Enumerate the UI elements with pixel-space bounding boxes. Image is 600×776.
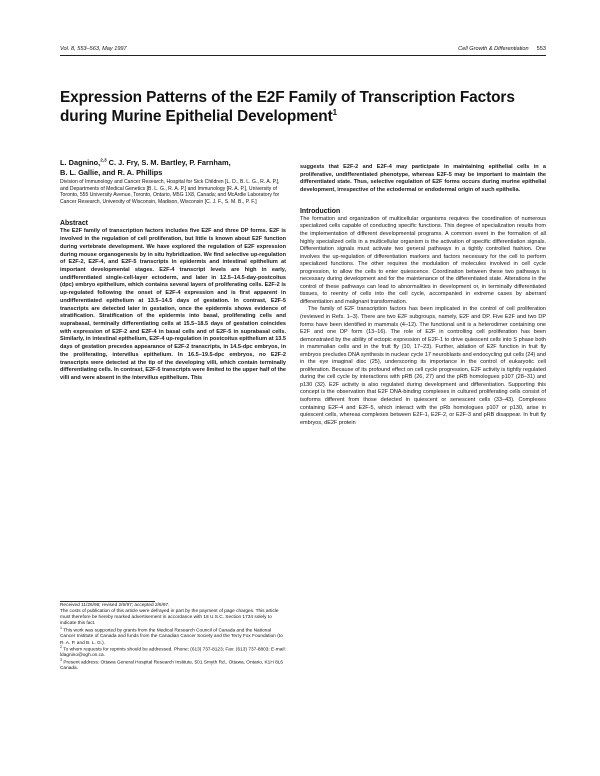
footnote-1: $^1$ This work was supported by grants from the Medical Research Council of Canada and the National Cancer Institute of Canada and funds from the Canadian Cancer Society and the Terry Fox Foundation (to R. A. P. and B. L. G.). — [60, 625, 283, 646]
introduction-heading: Introduction — [300, 207, 341, 215]
footnote-2: $^2$ To whom requests for reprints should be addressed. Phone: (613) 737-8123; Fax: (613) 737-8803; E-mail: ldagnino@ogh.on.ca. — [60, 644, 286, 659]
right-column — [300, 164, 546, 427]
authors-line1: C. J. Fry, S. M. Bartley, P. Farnham, — [106, 158, 231, 167]
running-head — [60, 46, 546, 56]
left-column — [60, 158, 286, 383]
footnote-3: $^3$ Present address: Ottawa General Hospital Research Institute, 501 Smyth Rd., Ottawa, Ontario, K1H 8L6 Canada. — [60, 657, 283, 672]
journal-title: Cell Growth & Differentiation — [458, 46, 529, 52]
journal-volume-info: Vol. 8, 553–563, May 1997 — [60, 46, 127, 52]
footnotes — [60, 603, 286, 672]
footnote-2-text: To whom requests for reprints should be addressed. Phone: (613) 737-8123; Fax: (613) 737-8803; E-mail: ldagnino@ogh.on.ca. — [60, 647, 286, 659]
intro-paragraph-2: The family of E2F transcription factors has been implicated in the control of cell proliferation (reviewed in Refs. 1–3). There are two E2F subgroups, namely, E2F and DP. Five E2F and two DP forms have been identified in mammals (4–12). The functional unit is a heterodimer containing one E2F and one DP form (13–16). The role of E2F in controlling cell proliferation has been demonstrated by the ability of ectopic expression of E2F-1 to drive quiescent cells into S phase both in mammalian cells and in the fruit fly (10, 17–23). Further, ablation of E2F function in fruit fly embryos precludes DNA synthesis in nuclear cycle 17 neuroblasts and endocycling gut cells (24) and in the eye imaginal disc (25), underscoring its importance in the control of eukaryotic cell proliferation. Because of its profound effect on cell cycle progression, E2F activity is tightly regulated during the cell cycle by interactions with pRB (26, 27) and the pRB homologues p107 (28–31) and p130 (32). E2F activity is also regulated during development and differentiation. Supporting this concept is the observation that E2F DNA-binding complexes in cultured proliferating cells consist of isoforms different from those detected in quiescent or senescent cells (33–43). Complexes containing E2F-4 and E2F-5, which interact with the pRb homologues p107 or p130, arise in quiescent cells, whereas complexes between E2F-1, E2F-2, or E2F-3 and pRB disappear. In fruit fly embryos, dE2F protein — [300, 306, 546, 426]
journal-name — [458, 46, 546, 52]
article-title — [60, 88, 530, 126]
article-title-text: Expression Patterns of the E2F Family of Transcription Factors during Murine Epithelial Development — [60, 89, 515, 125]
footnote-1-text: This work was supported by grants from the Medical Research Council of Canada and the National Cancer Institute of Canada and funds from the Canadian Cancer Society and the Terry Fox Foundation (to R. A. P. and B. L. G.). — [60, 628, 283, 646]
abstract-heading: Abstract — [60, 220, 88, 228]
header-rule — [60, 55, 546, 56]
title-footnote-mark: 1 — [332, 107, 337, 117]
abstract-text: The E2F family of transcription factors includes five E2F and three DP forms. E2F is involved in the regulation of cell proliferation, but little is known about E2F function during vertebrate development. We have explored the regulation of E2F expression during mouse organogenesis by in situ hybridization. We find selective up-regulation of E2F-2, E2F-4, and E2F-5 transcripts in epidermis and intestinal epithelium at important developmental stages. E2F-4 transcript levels are high in early, undifferentiated single-cell-layer ectoderm, and later in 12.5–14.5-day-postcoitus (dpc) embryo epithelium, which contains several layers of proliferating cells. E2F-2 is up-regulated following the onset of E2F-4 expression and is first apparent in undifferentiated epithelium at 13.5–14.5 days of gestation. In contrast, E2F-5 transcripts are detected later in gestation, once the epidermis shows evidence of stratification. Stratification of the epidermis into basal, proliferating cells and suprabasal, terminally differentiating cells at 15.5–18.5 days of gestation coincides with expression of E2F-2 and E2F-4 in basal cells and of E2F-5 in suprabasal cells. Similarly, in intestinal epithelium, E2F-4 up-regulation in postcoitus epithelium at 13.5 days of gestation precedes appearance of E2F-2 transcripts, in 14.5-dpc embryos, in the proliferating, intervillus epithelium. In 16.5–19.5-dpc embryos, no E2F-2 transcripts were detected at the tip of the developing villi, which contain terminally differentiating cells. In contrast, E2F-5 transcripts were limited to the upper half of the villi and were absent in the intervillus epithelium. This — [60, 228, 286, 382]
intro-paragraph-1: The formation and organization of multicellular organisms requires the coordination of numerous specialized cells capable of conducting specific functions. This degree of specialization results from the implementation of different developmental programs. A common event in the formation of all highly specialized cells in a multicellular organism is the activation of specific differentiation signals. Differentiation signals must activate two general pathways in a tightly controlled fashion. One involves the up-regulation of differentiation markers and factors necessary for the cell to perform specialized functions. The other requires the modulation of molecules involved in cell cycle progression, to allow the cells to enter quiescence. Coordination between these two pathways is necessary during development and for the maintenance of the differentiated state. Alterations in the control of these pathways can lead to abnormalities in development or, in terminally differentiated tissues, to reentry of cells into the cell cycle, accompanied in extreme cases by aberrant differentiation and malignant transformation. — [300, 215, 546, 305]
authors-line2: B. L. Gallie, and R. A. Phillips — [60, 168, 163, 177]
affiliation: Division of Immunology and Cancer Research, Hospital for Sick Children [L. D., B. L. G., R. A. P.], and Departments of Medical Genetics [B. L. G., R. A. P.] and Immunology [R. A. P.], University of Toronto, 555 University Avenue, Toronto, Ontario, M5G 1X8, Canada; and McArdle Laboratory for Cancer Research, University of Wisconsin, Madison, Wisconsin [C. J. F., S. M. B., P. F.] — [60, 179, 280, 205]
footnote-received: Received 11/26/96; revised 2/6/97; accepted 2/6/97. — [60, 603, 170, 608]
page-number: 553 — [536, 46, 546, 52]
author-footnote-marks: 2,3 — [100, 157, 107, 163]
footnote-costs: The costs of publication of this article were defrayed in part by the payment of page charges. This article must therefore be hereby marked advertisement in accordance with 18 U.S.C. Section 1734 solely to indicate this fact. — [60, 609, 279, 627]
author-list — [60, 158, 286, 178]
abstract-continuation: suggests that E2F-2 and E2F-4 may participate in maintaining epithelial cells in a proliferative, undifferentiated phenotype, whereas E2F-5 may be important to maintain the differentiated state. Thus, selective regulation of E2F forms occurs during murine epithelial development, irrespective of the ectodermal or endodermal origin of such epithelia. — [300, 164, 546, 194]
author-first: L. Dagnino, — [60, 158, 101, 167]
footnote-rule — [60, 601, 155, 602]
footnote-3-text: Present address: Ottawa General Hospital Research Institute, 501 Smyth Rd., Ottawa, Ontario, K1H 8L6 Canada. — [60, 660, 283, 672]
